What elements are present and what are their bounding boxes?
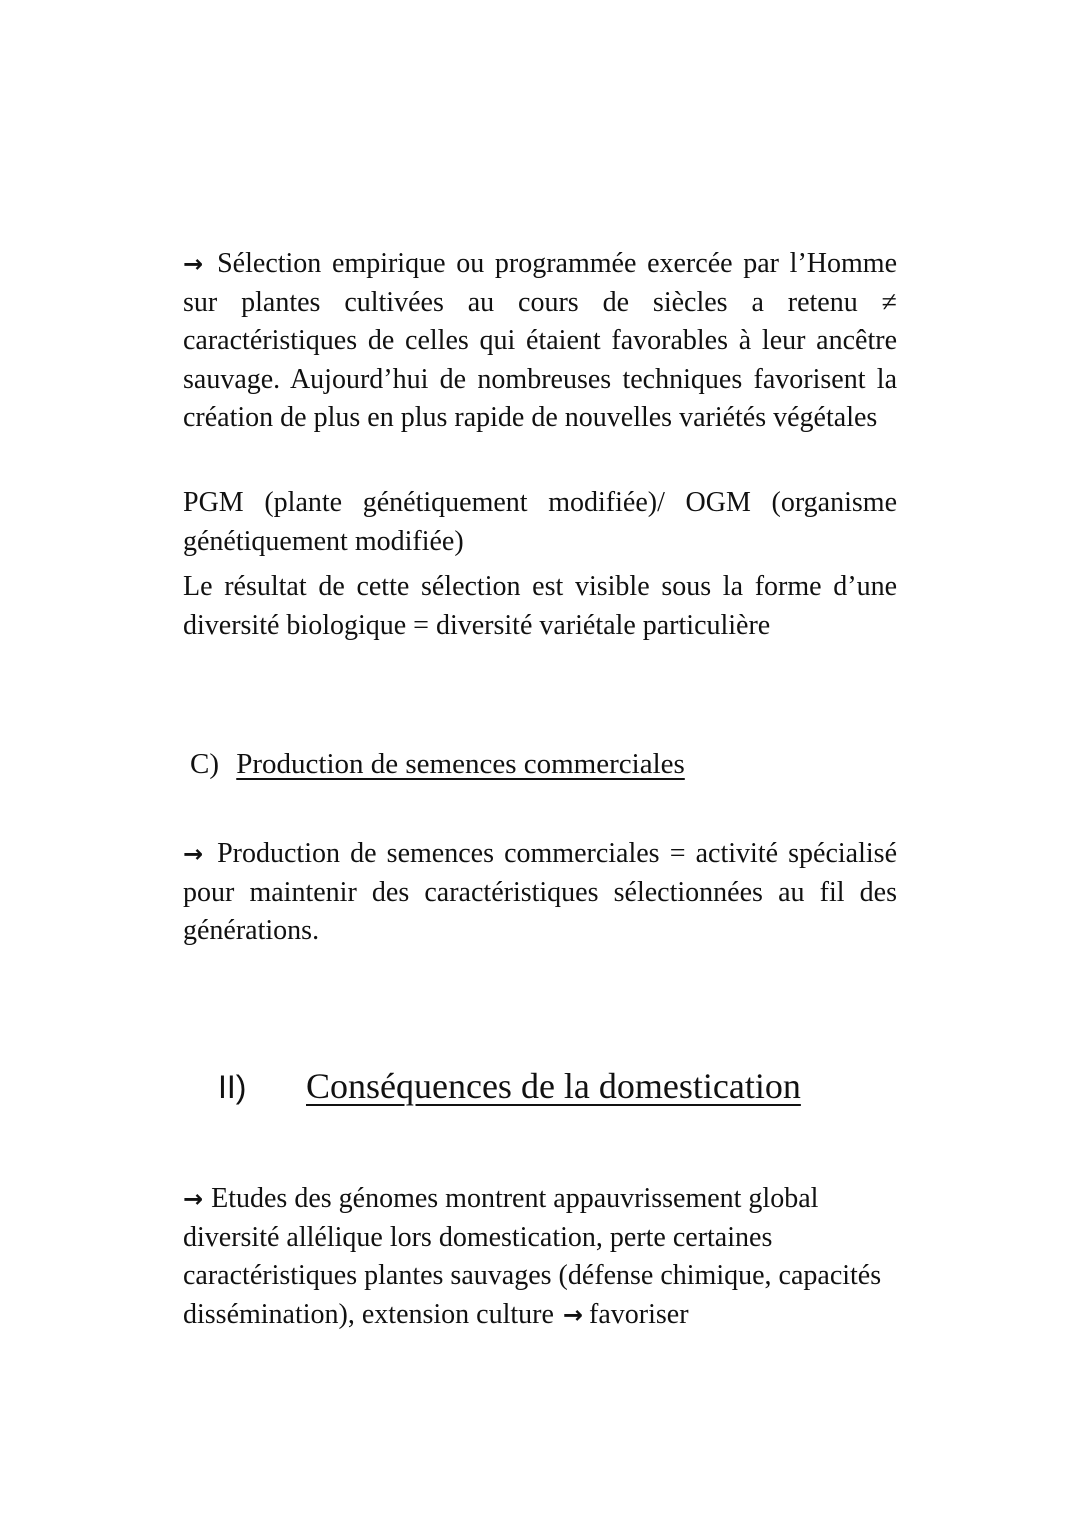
section-heading-c-label: C) <box>190 748 219 780</box>
section-heading-ii-title: Conséquences de la domestication <box>306 1066 801 1106</box>
section-heading-ii <box>218 1064 801 1109</box>
arrow-right-icon: → <box>183 250 204 278</box>
arrow-right-icon: → <box>183 840 204 868</box>
paragraph-selection-result: Le résultat de cette sélection est visible sous la forme d’une diversité biologique = diversité variétale particulière <box>183 571 897 641</box>
paragraph-genomes <box>183 1180 899 1334</box>
arrow-right-icon: → <box>562 1300 584 1329</box>
paragraph-genomes-end: favoriser <box>589 1298 689 1330</box>
paragraph-genomes-text: Etudes des génomes montrent appauvrissement global diversité allélique lors domestication, perte certaines caractéristiques plantes sauvages (défense chimique, capacités dissémination), extension culture <box>183 1183 882 1330</box>
paragraph-pgm-ogm: PGM (plante génétiquement modifiée)/ OGM (organisme génétiquement modifiée) <box>183 487 897 557</box>
section-heading-c <box>190 746 685 782</box>
section-heading-ii-label: II) <box>218 1069 247 1105</box>
arrow-right-icon: → <box>183 1185 204 1213</box>
paragraph-semences-text: Production de semences commerciales = activité spécialisé pour maintenir des caractéristiques sélectionnées au fil des générations. <box>183 838 897 946</box>
paragraph-selection-text: Sélection empirique ou programmée exercée par l’Homme sur plantes cultivées au cours de siècles a retenu ≠ caractéristiques de celles qui étaient favorables à leur ancêtre sauvage. Aujourd’hui de nombreuses techniques favorisent la création de plus en plus rapide de nouvelles variétés végétales <box>183 248 897 433</box>
section-heading-c-title: Production de semences commerciales <box>236 748 685 780</box>
paragraph-semences <box>183 835 897 951</box>
paragraph-selection <box>183 245 897 438</box>
